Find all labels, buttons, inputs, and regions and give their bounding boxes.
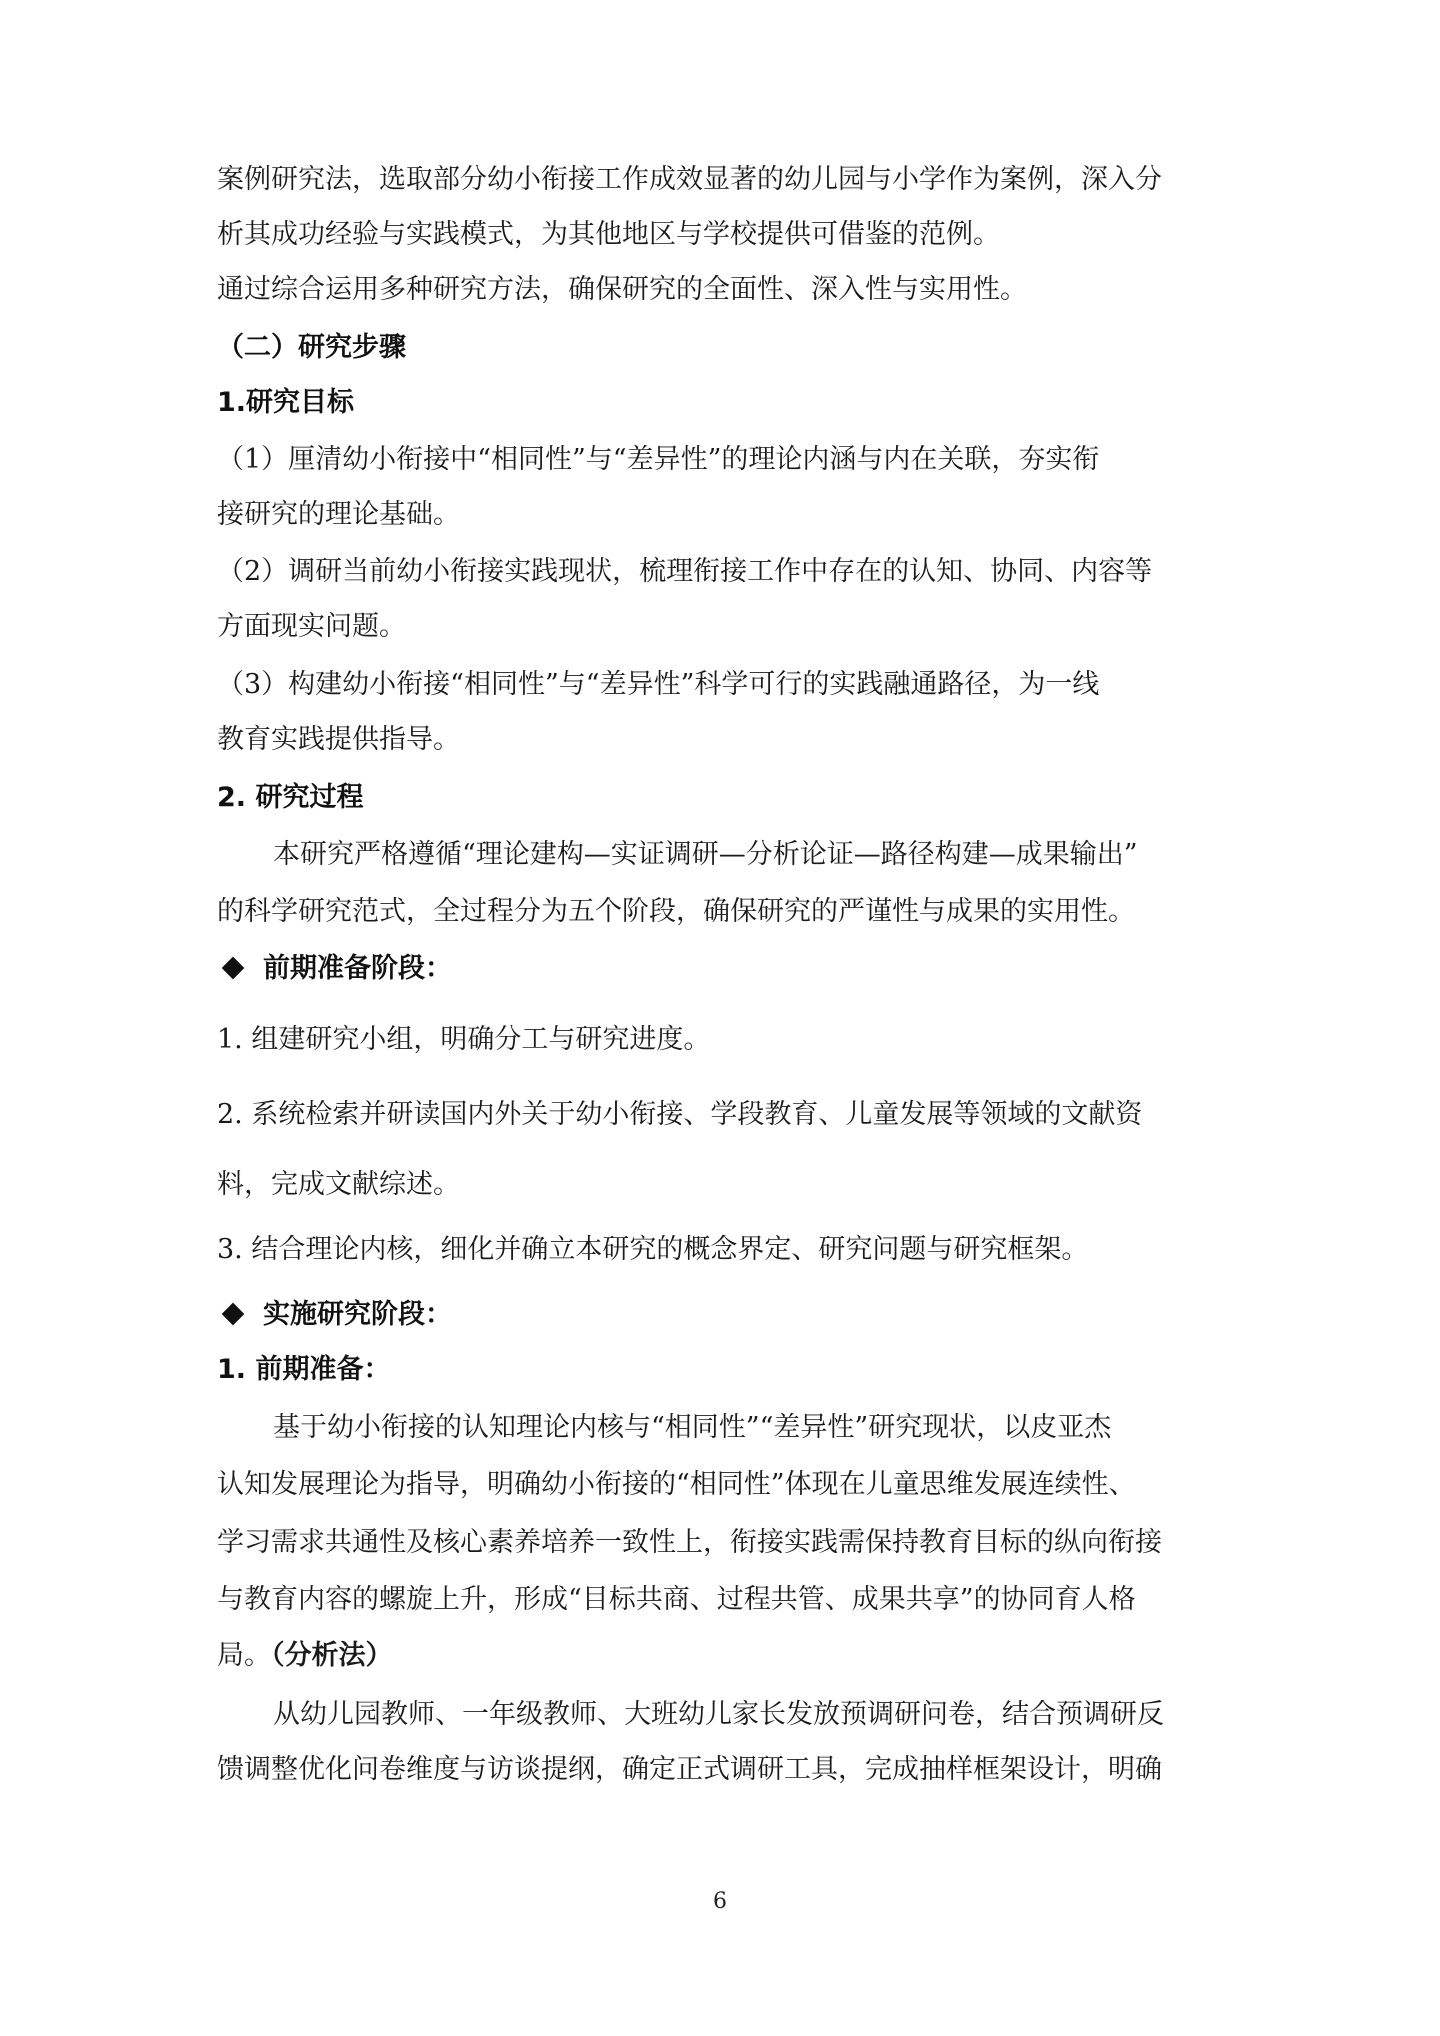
section-heading: （二）研究步骤	[217, 332, 406, 363]
stage-2-para-1-line-3: 学习需求共通性及核心素养培养一致性上，衔接实践需保持教育目标的纵向衔接	[217, 1527, 1162, 1558]
stage-1-item-2-line-1: 2. 系统检索并研读国内外关于幼小衔接、学段教育、儿童发展等领域的文献资	[217, 1099, 1143, 1130]
process-intro-line-2: 的科学研究范式，全过程分为五个阶段，确保研究的严谨性与成果的实用性。	[217, 896, 1135, 927]
stage-2-para-1-line-2: 认知发展理论为指导，明确幼小衔接的“相同性”体现在儿童思维发展连续性、	[217, 1469, 1136, 1500]
case-study-line-2: 析其成功经验与实践模式，为其他地区与学校提供可借鉴的范例。	[217, 219, 1000, 250]
goal-2-line-2: 方面现实问题。	[217, 611, 406, 642]
subsection-heading-goals: 1.研究目标	[217, 387, 355, 418]
stage-2-para-1-line-1: 基于幼小衔接的认知理论内核与“相同性”“差异性”研究现状，以皮亚杰	[273, 1412, 1112, 1443]
goal-1-line-2: 接研究的理论基础。	[217, 499, 460, 530]
summary-paragraph: 通过综合运用多种研究方法，确保研究的全面性、深入性与实用性。	[217, 274, 1027, 305]
stage-1-item-2-line-2: 料，完成文献综述。	[217, 1169, 460, 1200]
stage-1-item-1: 1. 组建研究小组，明确分工与研究进度。	[217, 1024, 711, 1055]
diamond-bullet-icon	[222, 1303, 245, 1326]
case-study-line-1: 案例研究法，选取部分幼小衔接工作成效显著的幼儿园与小学作为案例，深入分	[217, 164, 1162, 195]
goal-1-line-1: （1）厘清幼小衔接中“相同性”与“差异性”的理论内涵与内在关联，夯实衔	[217, 444, 1100, 475]
page-number: 6	[713, 1889, 727, 1914]
goal-3-line-2: 教育实践提供指导。	[217, 724, 460, 755]
stage-1-item-3: 3. 结合理论内核，细化并确立本研究的概念界定、研究问题与研究框架。	[217, 1234, 1089, 1265]
goal-3-line-1: （3）构建幼小衔接“相同性”与“差异性”科学可行的实践融通路径，为一线	[217, 669, 1100, 700]
stage-2-subheading: 1. 前期准备：	[217, 1354, 391, 1385]
para-1-last-text: 局。	[217, 1640, 271, 1671]
stage-1-heading	[217, 949, 1227, 989]
stage-1-heading-text: 前期准备阶段：	[263, 953, 452, 984]
stage-2-para-1-line-4: 与教育内容的螺旋上升，形成“目标共商、过程共管、成果共享”的协同育人格	[217, 1584, 1136, 1615]
diamond-bullet-icon	[222, 957, 245, 980]
process-intro-line-1: 本研究严格遵循“理论建构—实证调研—分析论证—路径构建—成果输出”	[273, 839, 1138, 870]
subsection-heading-process: 2. 研究过程	[217, 782, 364, 813]
stage-2-para-2-line-2: 馈调整优化问卷维度与访谈提纲，确定正式调研工具，完成抽样框架设计，明确	[217, 1754, 1162, 1785]
stage-2-heading-text: 实施研究阶段：	[263, 1299, 452, 1330]
method-label: （分析法）	[271, 1640, 393, 1671]
goal-2-line-1: （2）调研当前幼小衔接实践现状，梳理衔接工作中存在的认知、协同、内容等	[217, 556, 1153, 587]
stage-2-para-2-line-1: 从幼儿园教师、一年级教师、大班幼儿家长发放预调研问卷，结合预调研反	[273, 1699, 1164, 1730]
stage-2-para-1-line-5	[217, 1636, 1227, 1676]
stage-2-heading	[217, 1295, 1227, 1335]
